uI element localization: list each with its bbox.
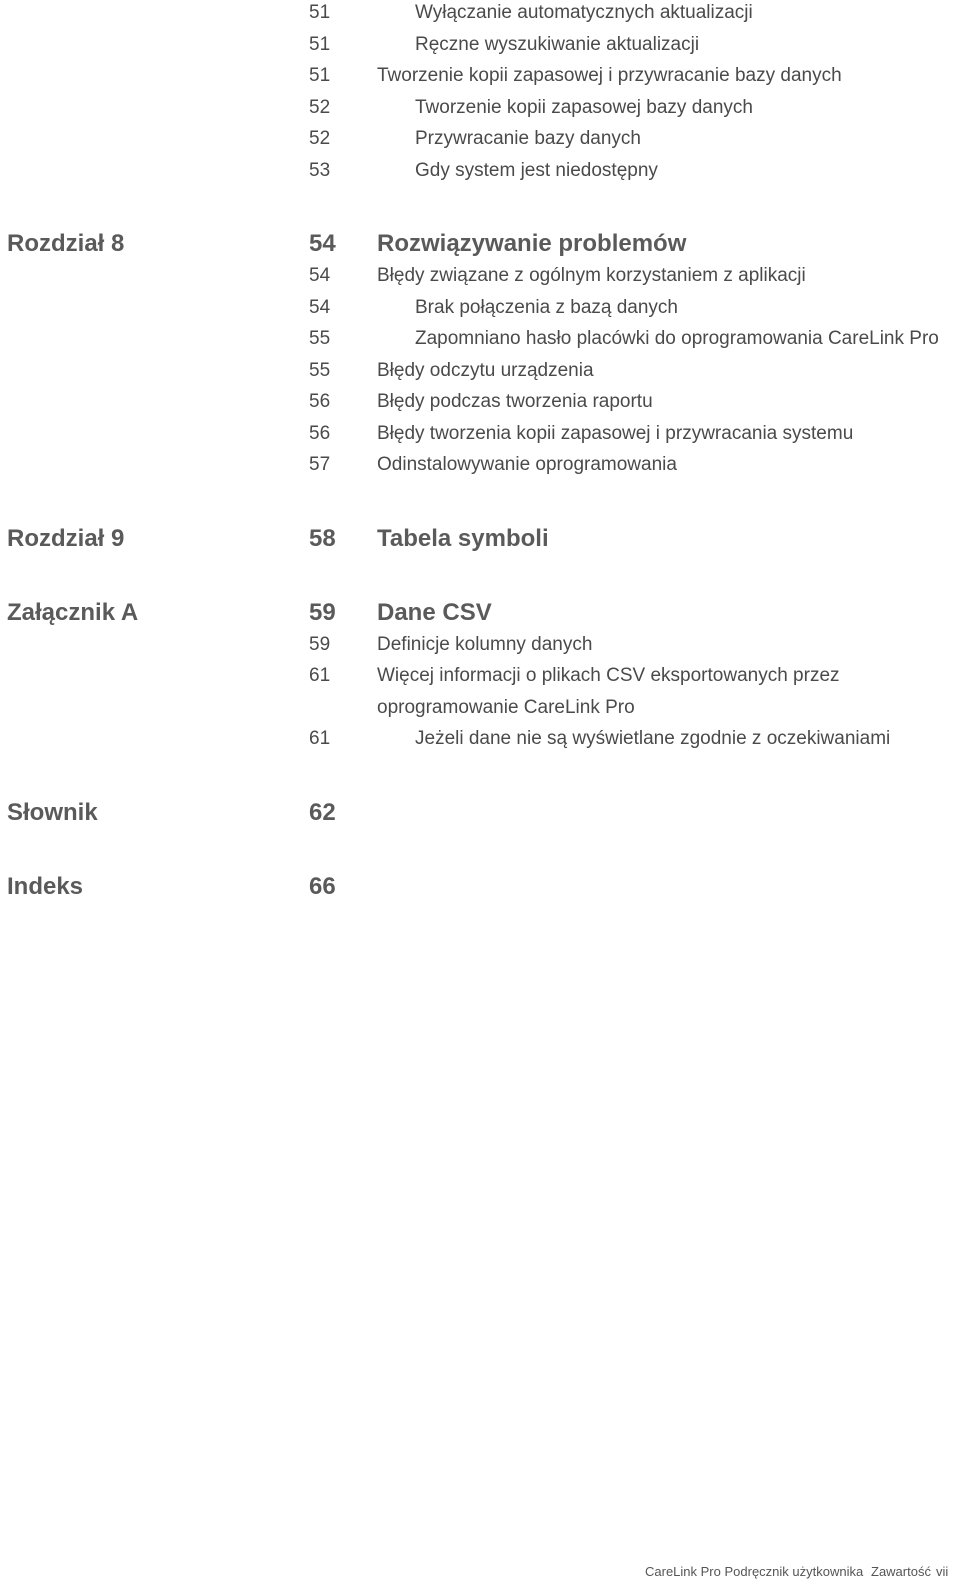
toc-entry-title: Definicje kolumny danych	[377, 633, 593, 655]
toc-entry-page: 54	[309, 296, 331, 318]
toc-glossary[interactable]	[0, 796, 960, 832]
toc-entry-page: 51	[309, 65, 331, 86]
toc-entry[interactable]	[0, 726, 960, 758]
chapter-page: 62	[309, 798, 336, 826]
toc-entry-page: 55	[309, 359, 331, 381]
toc-entry[interactable]	[0, 421, 960, 453]
toc-entry-page: 54	[309, 265, 331, 286]
toc-entry-page: 53	[309, 159, 331, 181]
toc-entry[interactable]	[0, 632, 960, 664]
chapter-title: Rozwiązywanie problemów	[377, 230, 687, 257]
page-footer	[0, 1564, 960, 1584]
chapter-page: 54	[309, 230, 336, 257]
toc-entry-page: 51	[309, 33, 331, 55]
toc-entry-page: 57	[309, 454, 331, 475]
toc-entry-title: Przywracanie bazy danych	[415, 128, 641, 149]
toc-appendix-a[interactable]	[0, 596, 960, 632]
chapter-label: Rozdział 8	[7, 230, 125, 257]
toc-entry-title: Tworzenie kopii zapasowej bazy danych	[415, 96, 753, 118]
toc-entry-page: 61	[309, 665, 331, 686]
chapter-title: Dane CSV	[377, 598, 492, 626]
chapter-label: Indeks	[7, 872, 84, 900]
toc-chapter-8[interactable]	[0, 227, 960, 263]
toc-entry[interactable]	[0, 263, 960, 295]
toc-entry[interactable]	[0, 158, 960, 190]
chapter-page: 58	[309, 524, 336, 552]
toc-entry-page: 61	[309, 728, 331, 749]
footer-section-name: Zawartość	[871, 1564, 931, 1579]
toc-entry[interactable]	[0, 326, 960, 358]
toc-entry[interactable]	[0, 0, 960, 32]
toc-entry-title: Błędy odczytu urządzenia	[377, 359, 594, 381]
toc-entry[interactable]	[0, 663, 960, 695]
toc-entry-title: Odinstalowywanie oprogramowania	[377, 454, 677, 475]
footer-document-title: CareLink Pro Podręcznik użytkownika	[645, 1564, 864, 1579]
chapter-label: Słownik	[7, 798, 98, 826]
toc-entry[interactable]	[0, 452, 960, 484]
toc-entry[interactable]	[0, 126, 960, 158]
chapter-page: 59	[309, 598, 336, 626]
toc-entry-title: Błędy podczas tworzenia raportu	[377, 391, 653, 412]
toc-entry-title: Gdy system jest niedostępny	[415, 159, 658, 181]
toc-entry-title: Więcej informacji o plikach CSV eksportowanych przez	[377, 665, 840, 686]
toc-entry-page: 56	[309, 391, 331, 412]
toc-entry-continuation[interactable]	[0, 695, 960, 727]
toc-entry-title: Wyłączanie automatycznych aktualizacji	[415, 2, 753, 23]
toc-entry[interactable]	[0, 358, 960, 390]
toc-entry-title: Jeżeli dane nie są wyświetlane zgodnie z oczekiwaniami	[415, 728, 891, 749]
toc-entry-title: Błędy tworzenia kopii zapasowej i przywracania systemu	[377, 422, 854, 444]
toc-entry-page: 52	[309, 128, 331, 149]
toc-entry-title: Błędy związane z ogólnym korzystaniem z aplikacji	[377, 265, 806, 286]
toc-entry[interactable]	[0, 32, 960, 64]
chapter-label: Załącznik A	[7, 598, 139, 626]
toc-entry-page: 56	[309, 422, 331, 444]
chapter-label: Rozdział 9	[7, 524, 125, 552]
toc-entry[interactable]	[0, 95, 960, 127]
toc-entry-page: 52	[309, 96, 331, 118]
toc-entry-title: oprogramowanie CareLink Pro	[377, 696, 635, 718]
toc-entry[interactable]	[0, 63, 960, 95]
chapter-title: Tabela symboli	[377, 524, 549, 552]
toc-entry[interactable]	[0, 295, 960, 327]
toc-entry-title: Ręczne wyszukiwanie aktualizacji	[415, 33, 700, 55]
toc-entry-title: Tworzenie kopii zapasowej i przywracanie bazy danych	[377, 65, 842, 86]
toc-index[interactable]	[0, 870, 960, 906]
toc-entry-title: Zapomniano hasło placówki do oprogramowania CareLink Pro	[415, 328, 939, 349]
toc-chapter-9[interactable]	[0, 522, 960, 558]
toc-entry-title: Brak połączenia z bazą danych	[415, 296, 678, 318]
chapter-page: 66	[309, 872, 336, 900]
toc-entry-page: 55	[309, 328, 331, 349]
toc-entry-page: 51	[309, 2, 331, 23]
footer-page-number: vii	[936, 1564, 949, 1579]
toc-entry-page: 59	[309, 633, 331, 655]
toc-entry[interactable]	[0, 389, 960, 421]
